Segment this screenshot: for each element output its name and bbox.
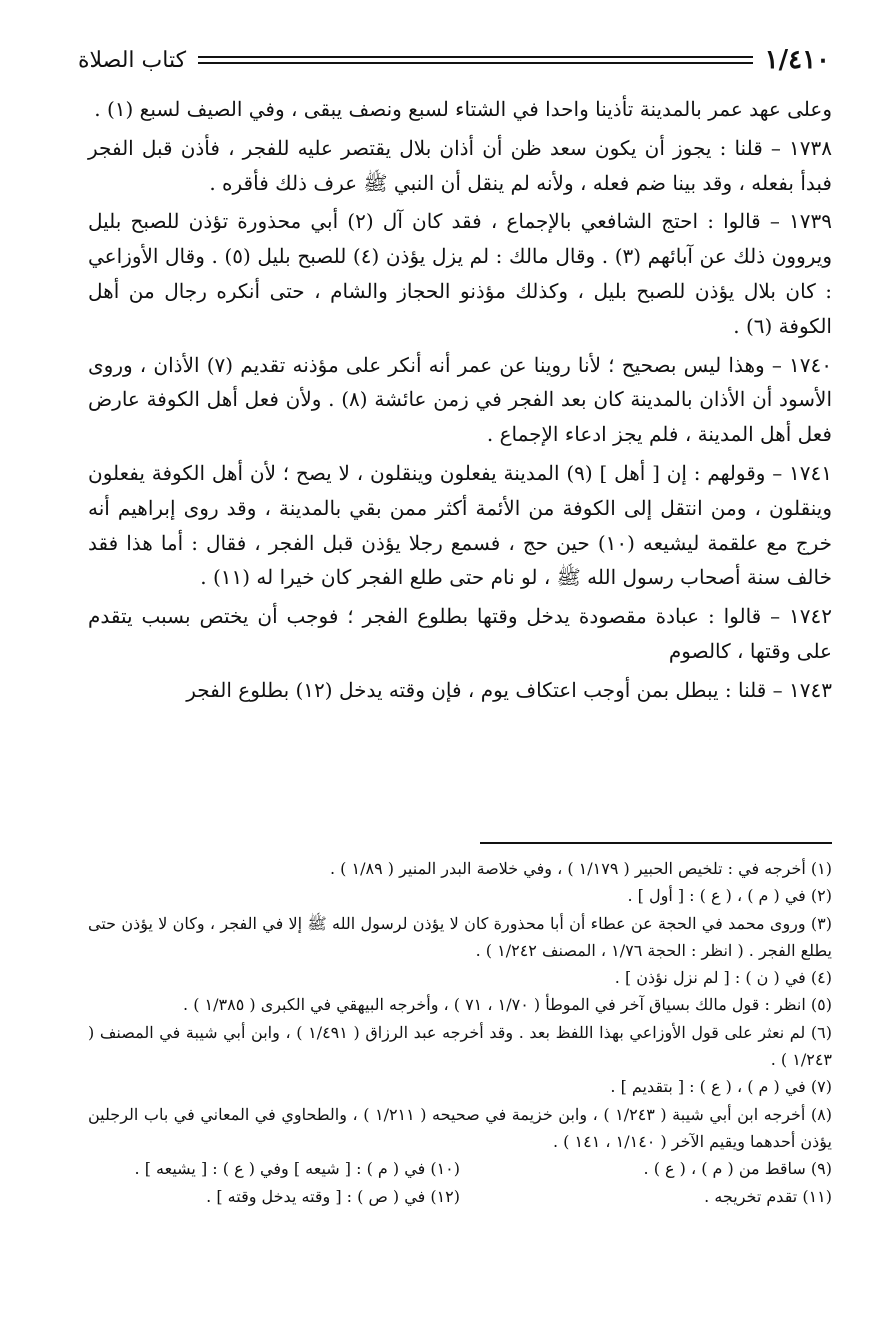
footnote: (٢) في ( م ) ، ( ع ) : [ أول ] .	[627, 886, 832, 906]
footnote: (١٢) في ( ص ) : [ وقته يدخل وقته ] .	[206, 1186, 460, 1206]
footnote: (٨) أخرجه ابن أبي شيبة ( ١/٢٤٣ ) ، وابن خزيمة في صحيحه ( ١/٢١١ ) ، والطحاوي في المعاني في باب الرجلين يؤذن أحدهما ويقيم الآخر ( ١/١٤٠ ، ١٤١ ) .	[88, 1104, 832, 1151]
paragraph-1743: ١٧٤٣ – قلنا : يبطل بمن أوجب اعتكاف يوم ، فإن وقته يدخل (١٢) بطلوع الفجر	[186, 677, 832, 702]
paragraph-1741: ١٧٤١ – وقولهم : إن [ أهل ] (٩) المدينة يفعلون وينقلون ، لا يصح ؛ لأن أهل الكوفة يفعلون وينقلون ، ومن انتقل إلى الكوفة من الأئمة أكثر ممن بقي بالمدينة ، وقد روى إبراهيم أنه خرج مع علقمة ليشيعه (١٠) حين حج ، فسمع رجلا يؤذن قبل الفجر ، فقال : أما هذا فقد خالف سنة أصحاب رسول الله ﷺ ، لو نام حتى طلع الفجر كان خيرا له (١١) .	[88, 460, 833, 590]
running-title: كتاب الصلاة	[78, 47, 187, 73]
footnote: (٤) في ( ن ) : [ لم نزل نؤذن ] .	[614, 968, 832, 988]
main-text	[88, 92, 832, 712]
footnote-row	[88, 1183, 832, 1210]
footnote: (٧) في ( م ) ، ( ع ) : [ بتقديم ] .	[610, 1077, 832, 1097]
footnote: (٦) لم نعثر على قول الأوزاعي بهذا اللفظ بعد . وقد أخرجه عبد الرزاق ( ١/٤٩١ ) ، وابن أبي شيبة في المصنف ( ١/٢٤٣ ) .	[88, 1022, 832, 1070]
paragraph-1738: ١٧٣٨ – قلنا : يجوز أن يكون سعد ظن أن أذان بلال يقتصر عليه للفجر ، فأذن قبل الفجر فبدأ بفعله ، وقد بينا ضم فعله ، ولأنه لم ينقل أن النبي ﷺ عرف ذلك فأقره .	[88, 135, 832, 195]
page-number: ١/٤١٠	[764, 45, 830, 75]
footnote: (١٠) في ( م ) : [ شيعه ] وفي ( ع ) : [ يشيعه ] .	[134, 1159, 460, 1179]
footnote: (٩) ساقط من ( م ) ، ( ع ) .	[643, 1159, 832, 1179]
paragraph-1739: ١٧٣٩ – قالوا : احتج الشافعي بالإجماع ، فقد كان آل (٢) أبي محذورة تؤذن للصبح بليل ويروون ذلك عن آبائهم (٣) . وقال مالك : لم يزل يؤذن (٤) للصبح بليل (٥) . وقال الأوزاعي : كان بلال يؤذن للصبح بليل ، وكذلك مؤذنو الحجاز والشام ، حتى أنكره رجال من أهل الكوفة (٦) .	[88, 209, 832, 338]
footnote-separator	[480, 842, 832, 844]
page-header	[78, 40, 830, 80]
paragraph-1740: ١٧٤٠ – وهذا ليس بصحيح ؛ لأنا روينا عن عمر أنه أنكر على مؤذنه تقديم (٧) الأذان ، وروى الأسود أن الأذان بالمدينة كان بعد الفجر في زمن عائشة (٨) . ولأن فعل أهل الكوفة عارض فعل أهل المدينة ، فلم يجز ادعاء الإجماع .	[88, 352, 833, 447]
footnote: (٥) انظر : قول مالك بسياق آخر في الموطأ ( ١/٧٠ ، ٧١ ) ، وأخرجه البيهقي في الكبرى ( ١/٣٨٥ ) .	[183, 995, 832, 1015]
paragraph-continuation: وعلى عهد عمر بالمدينة تأذينا واحدا في الشتاء لسبع ونصف يبقى ، وفي الصيف لسبع (١) .	[94, 97, 832, 121]
paragraph-1742: ١٧٤٢ – قالوا : عبادة مقصودة يدخل وقتها بطلوع الفجر ؛ فوجب أن يختص بسبب يتقدم على وقتها ، كالصوم	[88, 604, 832, 663]
footnote: (٣) وروى محمد في الحجة عن عطاء أن أبا محذورة كان لا يؤذن لرسول الله ﷺ إلا في الفجر ، وكان لا يؤذن حتى يطلع الفجر . ( انظر : الحجة ١/٧٦ ، المصنف ١/٢٤٢ ) .	[88, 913, 832, 960]
header-rule	[198, 56, 753, 64]
footnote: (١١) تقدم تخريجه .	[704, 1186, 832, 1206]
footnotes	[88, 855, 832, 1210]
footnote-row	[88, 1155, 832, 1182]
footnote: (١) أخرجه في : تلخيص الحبير ( ١/١٧٩ ) ، وفي خلاصة البدر المنير ( ١/٨٩ ) .	[330, 859, 832, 878]
